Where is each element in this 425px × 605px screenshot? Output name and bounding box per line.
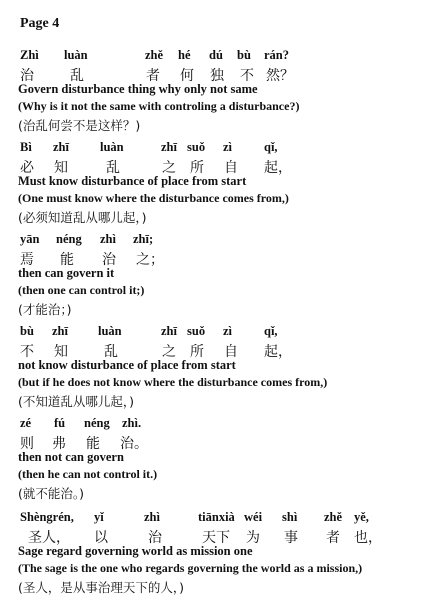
hanzi-char: 之 [162, 344, 176, 360]
pinyin-syllable: zhě [324, 510, 343, 524]
hanzi-char: 弗 [52, 436, 66, 452]
pinyin-syllable: zé [20, 416, 32, 430]
pinyin-syllable: wéi [244, 510, 263, 524]
gloss-line: then not can govern [18, 450, 124, 464]
hanzi-line [18, 341, 421, 358]
pinyin-syllable: fú [54, 416, 66, 430]
hanzi-char: 治 [148, 530, 162, 546]
hanzi-char: 必 [20, 160, 34, 176]
hanzi-char: 起， [264, 344, 292, 360]
hanzi-char: 起， [264, 160, 292, 176]
hanzi-char: 然？ [266, 68, 294, 84]
translation-line: (but if he does not know where the disturbance comes from,) [18, 375, 328, 389]
pinyin-syllable: zhě [145, 48, 164, 62]
hanzi-char: 之 [162, 160, 176, 176]
verse-section-5 [18, 416, 421, 501]
hanzi-char: 以 [94, 530, 108, 546]
pinyin-syllable: qǐ, [264, 324, 278, 338]
hanzi-char: 也， [354, 530, 382, 546]
gloss-line: then can govern it [18, 266, 115, 280]
hanzi-line [18, 249, 421, 266]
hanzi-char: 能 [60, 252, 74, 268]
chinese-paraphrase: (不知道乱从哪儿起，) [18, 394, 135, 409]
chinese-paraphrase: (圣人，是从事治理天下的人，) [18, 580, 185, 595]
pinyin-syllable: zhī [161, 324, 177, 338]
pinyin-syllable: tiānxià [198, 510, 235, 524]
hanzi-char: 天下 [202, 530, 230, 546]
hanzi-char: 不 [20, 344, 34, 360]
chinese-paraphrase: (治乱何尝不是这样？) [18, 118, 141, 133]
hanzi-char: 治。 [120, 436, 148, 452]
hanzi-char: 自 [224, 160, 238, 176]
pinyin-syllable: hé [178, 48, 191, 62]
pinyin-syllable: yān [20, 232, 40, 246]
pinyin-syllable: zhī [52, 324, 68, 338]
hanzi-char: 者 [326, 530, 340, 546]
translation-line: (then one can control it;) [18, 283, 145, 297]
hanzi-line [18, 527, 421, 544]
pinyin-syllable: qǐ, [264, 140, 278, 154]
pinyin-syllable: rán? [264, 48, 289, 62]
pinyin-syllable: zì [223, 324, 233, 338]
pinyin-syllable: luàn [64, 48, 88, 62]
hanzi-line [18, 65, 421, 82]
hanzi-char: 能 [86, 436, 100, 452]
pinyin-syllable: néng [56, 232, 82, 246]
chinese-paraphrase: (必须知道乱从哪儿起，) [18, 210, 147, 225]
hanzi-char: 所 [190, 160, 204, 176]
hanzi-char: 则 [20, 436, 34, 452]
hanzi-char: 乱 [70, 68, 84, 84]
verse-section-2 [18, 140, 421, 225]
pinyin-syllable: shì [282, 510, 298, 524]
pinyin-syllable: yě, [354, 510, 369, 524]
hanzi-line [18, 433, 421, 450]
verse-section-4 [18, 324, 421, 409]
pinyin-syllable: bù [20, 324, 34, 338]
translation-line: (then he can not control it.) [18, 467, 158, 481]
pinyin-line [18, 140, 421, 157]
pinyin-syllable: luàn [98, 324, 122, 338]
hanzi-char: 治 [20, 68, 34, 84]
chinese-paraphrase: (才能治；) [18, 302, 72, 317]
pinyin-syllable: zhī; [133, 232, 154, 246]
hanzi-char: 知 [54, 344, 68, 360]
translation-line: (One must know where the disturbance comes from,) [18, 191, 289, 205]
hanzi-char: 知 [54, 160, 68, 176]
chinese-paraphrase: (就不能治。) [18, 486, 85, 501]
hanzi-char: 乱 [104, 344, 118, 360]
pinyin-syllable: zhì [144, 510, 160, 524]
hanzi-char: 不 [240, 68, 254, 84]
verse-section-1 [18, 48, 421, 133]
pinyin-line [18, 232, 421, 249]
hanzi-char: 所 [190, 344, 204, 360]
pinyin-syllable: suǒ [187, 140, 206, 154]
pinyin-line [18, 510, 421, 527]
pinyin-syllable: dú [209, 48, 223, 62]
pinyin-syllable: Shèngrén, [20, 510, 74, 524]
pinyin-line [18, 324, 421, 341]
pinyin-syllable: bù [237, 48, 251, 62]
pinyin-syllable: zhī [53, 140, 69, 154]
pinyin-syllable: zì [223, 140, 233, 154]
hanzi-char: 何 [180, 68, 194, 84]
hanzi-char: 焉 [20, 252, 34, 268]
pinyin-syllable: Zhì [20, 48, 39, 62]
pinyin-syllable: zhì. [122, 416, 142, 430]
gloss-line: not know disturbance of place from start [18, 358, 236, 372]
hanzi-char: 独 [210, 68, 224, 84]
pinyin-line [18, 416, 421, 433]
hanzi-char: 乱 [106, 160, 120, 176]
gloss-line: Must know disturbance of place from start [18, 174, 247, 188]
hanzi-char: 为 [246, 530, 260, 546]
translation-line: (Why is it not the same with controling a disturbance?) [18, 99, 300, 113]
translation-line: (The sage is the one who regards governing the world as a mission,) [18, 561, 363, 575]
hanzi-char: 治 [102, 252, 116, 268]
hanzi-char: 圣人， [28, 530, 70, 546]
hanzi-line [18, 157, 421, 174]
hanzi-char: 自 [224, 344, 238, 360]
pinyin-syllable: luàn [100, 140, 124, 154]
hanzi-char: 事 [284, 530, 298, 546]
pinyin-syllable: zhī [161, 140, 177, 154]
verse-section-3 [18, 232, 421, 317]
gloss-line: Govern disturbance thing why only not same [18, 82, 258, 96]
pinyin-line [18, 48, 421, 65]
pinyin-syllable: zhì [100, 232, 116, 246]
pinyin-syllable: Bì [20, 140, 32, 154]
verse-section-6 [18, 510, 421, 595]
pinyin-syllable: suǒ [187, 324, 206, 338]
pinyin-syllable: néng [84, 416, 110, 430]
gloss-line: Sage regard governing world as mission one [18, 544, 253, 558]
pinyin-syllable: yǐ [94, 510, 104, 524]
page-label: Page 4 [20, 16, 60, 31]
hanzi-char: 之； [136, 252, 164, 268]
hanzi-char: 者 [146, 68, 160, 84]
